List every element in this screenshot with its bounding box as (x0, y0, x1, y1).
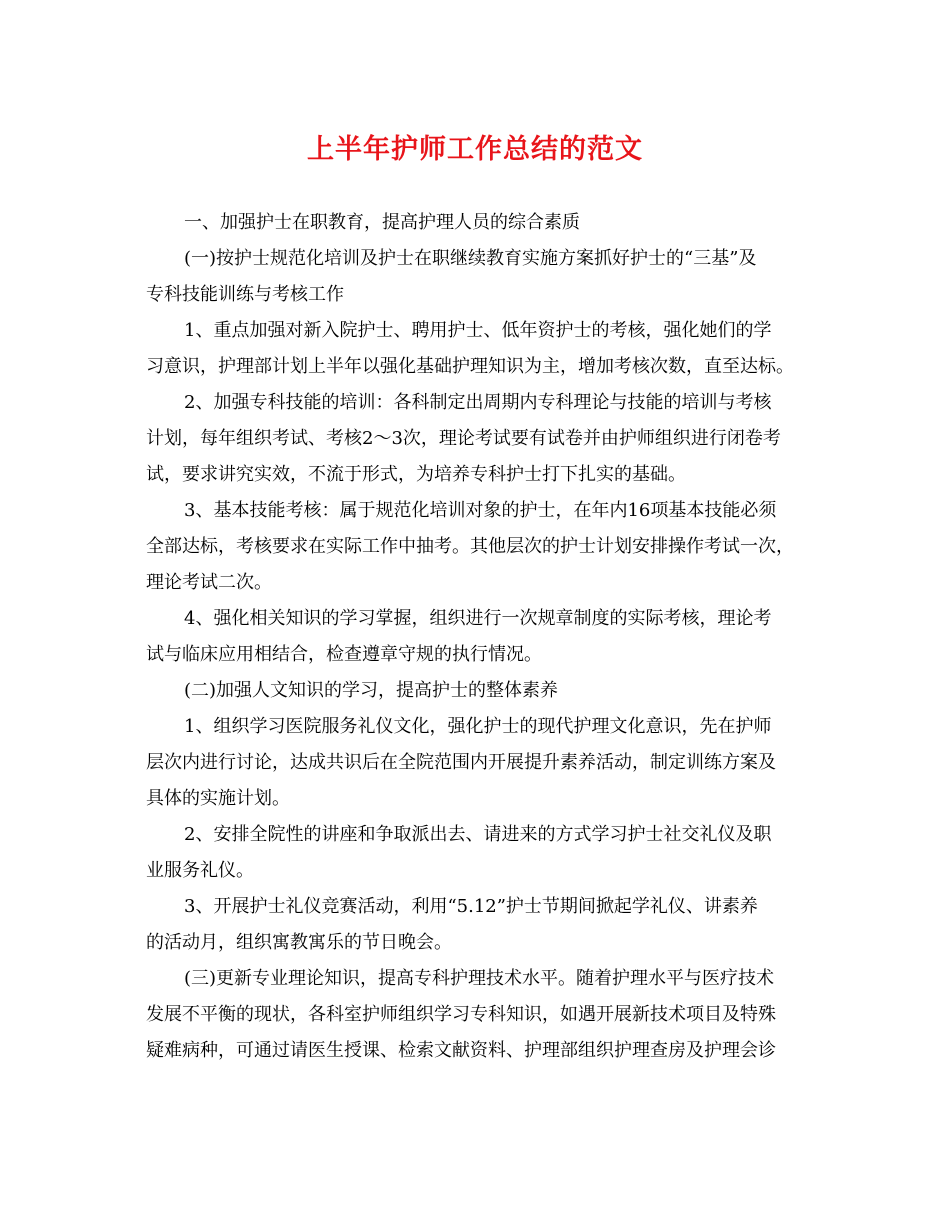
text-line: 2、加强专科技能的培训：各科制定出周期内专科理论与技能的培训与考核 (184, 392, 772, 413)
text-line: 具体的实施计划。 (146, 788, 290, 809)
text-line: 专科技能训练与考核工作 (146, 284, 344, 305)
text-line: 3、基本技能考核：属于规范化培训对象的护士，在年内16项基本技能必须 (184, 500, 777, 521)
text-line: (三)更新专业理论知识，提高专科护理技术水平。随着护理水平与医疗技术 (184, 968, 775, 989)
text-line: (一)按护士规范化培训及护士在职继续教育实施方案抓好护士的“三基”及 (184, 248, 757, 269)
document-title: 上半年护师工作总结的范文 (307, 134, 643, 165)
text-line: 一、加强护士在职教育，提高护理人员的综合素质 (184, 212, 580, 233)
text-line: 习意识，护理部计划上半年以强化基础护理知识为主，增加考核次数，直至达标。 (146, 356, 794, 377)
document-body (146, 205, 814, 1069)
text-line: 试，要求讲究实效，不流于形式，为培养专科护士打下扎实的基础。 (146, 464, 686, 485)
text-line: 业服务礼仪。 (146, 860, 254, 881)
text-line: 的活动月，组织寓教寓乐的节日晚会。 (146, 932, 452, 953)
text-line: 理论考试二次。 (146, 572, 272, 593)
text-line: (二)加强人文知识的学习，提高护士的整体素养 (184, 680, 559, 701)
text-line: 发展不平衡的现状，各科室护师组织学习专科知识，如遇开展新技术项目及特殊 (146, 1004, 776, 1025)
text-line: 1、重点加强对新入院护士、聘用护士、低年资护士的考核，强化她们的学 (184, 320, 772, 341)
text-line: 层次内进行讨论，达成共识后在全院范围内开展提升素养活动，制定训练方案及 (146, 752, 776, 773)
text-line: 3、开展护士礼仪竞赛活动，利用“5.12”护士节期间掀起学礼仪、讲素养 (184, 896, 758, 917)
text-line: 2、安排全院性的讲座和争取派出去、请进来的方式学习护士社交礼仪及职 (184, 824, 772, 845)
text-line: 计划，每年组织考试、考核2～3次，理论考试要有试卷并由护师组织进行闭卷考 (146, 428, 781, 449)
text-line: 试与临床应用相结合，检查遵章守规的执行情况。 (146, 644, 542, 665)
text-line: 1、组织学习医院服务礼仪文化，强化护士的现代护理文化意识，先在护师 (184, 716, 772, 737)
text-line: 4、强化相关知识的学习掌握，组织进行一次规章制度的实际考核，理论考 (184, 608, 772, 629)
text-line: 全部达标，考核要求在实际工作中抽考。其他层次的护士计划安排操作考试一次， (146, 536, 794, 557)
text-line: 疑难病种，可通过请医生授课、检索文献资料、护理部组织护理查房及护理会诊 (146, 1040, 776, 1061)
